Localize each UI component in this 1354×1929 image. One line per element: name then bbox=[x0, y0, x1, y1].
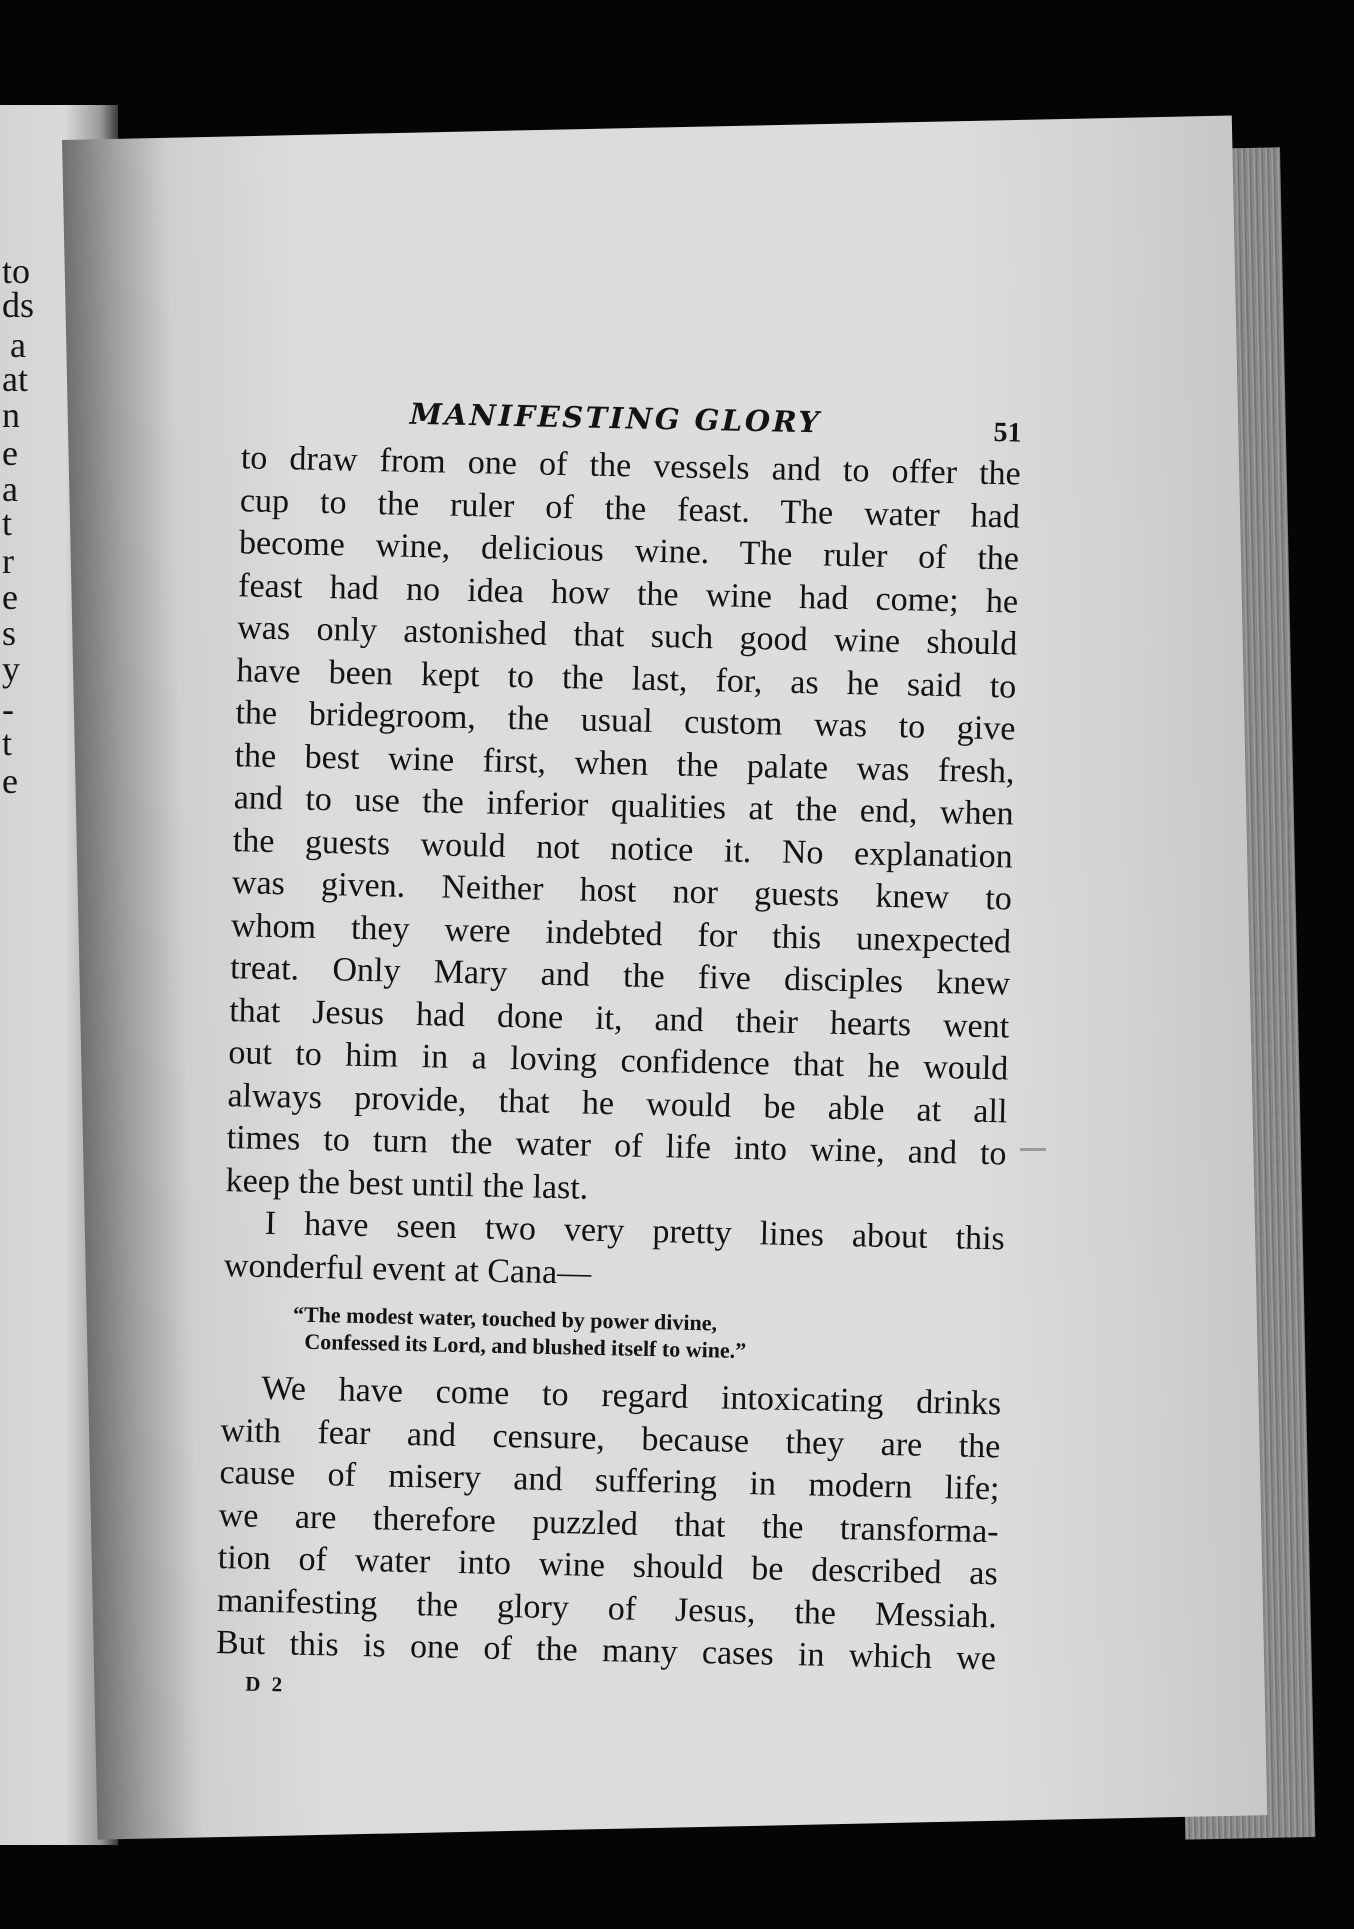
left-fragment-text: r bbox=[2, 541, 14, 581]
left-fragment-text: s bbox=[2, 613, 17, 653]
text-line: the best wine first, when the palate was fresh, bbox=[234, 736, 1015, 791]
page-number: 51 bbox=[993, 417, 1022, 449]
text-line: have been kept to the last, for, as he said to bbox=[236, 651, 1017, 706]
left-fragment-text: - bbox=[2, 689, 14, 729]
paragraph-2 bbox=[224, 1202, 1006, 1303]
left-fragment-text: a bbox=[10, 325, 26, 365]
paragraph-1 bbox=[225, 437, 1021, 1218]
left-fragment-text: e bbox=[2, 761, 18, 801]
margin-mark bbox=[1020, 1148, 1046, 1151]
text-line: We have come to regard intoxicating drinks bbox=[261, 1369, 1002, 1423]
left-fragment-text: n bbox=[2, 395, 20, 435]
signature-mark: D 2 bbox=[244, 1671, 286, 1696]
text-line: out to him in a loving confidence that he would bbox=[228, 1034, 1009, 1088]
text-line: was only astonished that such good wine should bbox=[236, 609, 1018, 663]
text-line: was given. Neither host nor guests knew to bbox=[231, 864, 1013, 918]
verse-line: Confessed its Lord, and blushed itself to wine.” bbox=[304, 1328, 747, 1364]
left-fragment-text: y bbox=[2, 649, 20, 689]
left-fragment-text: at bbox=[2, 359, 28, 399]
running-head-title: MANIFESTING GLORY bbox=[409, 396, 822, 440]
text-line: cause of misery and suffering in modern life; bbox=[219, 1454, 1000, 1508]
text-line: feast had no idea how the wine had come; he bbox=[237, 566, 1019, 621]
left-fragment-text: to bbox=[2, 251, 31, 291]
text-line: I have seen two very pretty lines about this bbox=[264, 1204, 1006, 1258]
left-fragment-text: t bbox=[2, 723, 13, 763]
text-line: become wine, delicious wine. The ruler of the bbox=[238, 524, 1020, 578]
verse-line: “The modest water, touched by power divine, bbox=[292, 1301, 718, 1336]
text-line: whom they were indebted for this unexpected bbox=[230, 906, 1012, 960]
page-text-block bbox=[215, 391, 1022, 1712]
text-line: tion of water into wine should be described as bbox=[217, 1539, 999, 1593]
text-line: the guests would not notice it. No explanation bbox=[232, 821, 1014, 876]
text-line: that Jesus had done it, and their hearts went bbox=[228, 991, 1010, 1045]
text-line: to draw from one of the vessels and to offer the bbox=[240, 439, 1022, 493]
book-page bbox=[62, 115, 1267, 1839]
left-fragment-text: t bbox=[2, 503, 13, 543]
text-line: the bridegroom, the usual custom was to give bbox=[235, 694, 1016, 748]
paragraph-3 bbox=[216, 1367, 1002, 1681]
left-fragment-text: e bbox=[2, 433, 18, 473]
text-line: manifesting the glory of Jesus, the Messiah. bbox=[216, 1581, 998, 1635]
text-line: keep the best until the last. bbox=[225, 1161, 589, 1207]
text-line: we are therefore puzzled that the transforma- bbox=[218, 1496, 999, 1550]
left-fragment-text: ds bbox=[2, 285, 35, 325]
text-line: wonderful event at Cana— bbox=[223, 1246, 592, 1292]
text-line: times to turn the water of life into wine, and to bbox=[226, 1119, 1007, 1173]
verse-quote bbox=[292, 1301, 913, 1368]
text-line: with fear and censure, because they are the bbox=[220, 1411, 1001, 1465]
left-fragment-text: e bbox=[2, 577, 18, 617]
text-line: But this is one of the many cases in which we bbox=[215, 1624, 997, 1678]
text-line: always provide, that he would be able at all bbox=[227, 1076, 1008, 1130]
text-line: treat. Only Mary and the five disciples knew bbox=[229, 949, 1011, 1003]
text-line: cup to the ruler of the feast. The water had bbox=[239, 481, 1021, 536]
text-line: and to use the inferior qualities at the end, when bbox=[233, 779, 1015, 833]
left-fragment-text: a bbox=[2, 469, 18, 509]
